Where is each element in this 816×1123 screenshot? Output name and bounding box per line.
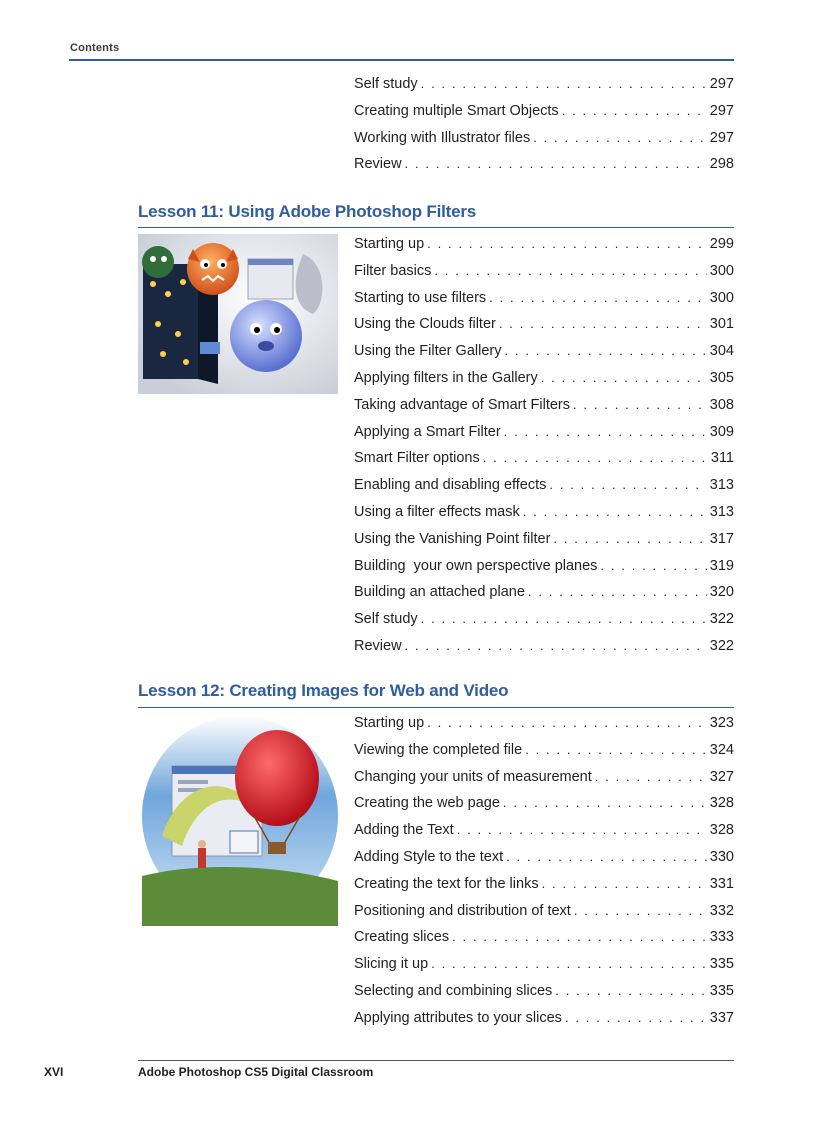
- toc-entry-page: 331: [709, 875, 734, 892]
- toc-entry-title: Using the Clouds filter: [354, 316, 496, 333]
- toc-entry-title: Review: [354, 637, 402, 654]
- footer-page-number: XVI: [44, 1065, 64, 1079]
- dot-leader: [489, 285, 707, 312]
- dot-leader: [483, 445, 708, 472]
- toc-entry[interactable]: [354, 125, 734, 152]
- toc-entry-page: 337: [709, 1009, 734, 1026]
- toc-entry-title: Building an attached plane: [354, 584, 525, 601]
- toc-entry[interactable]: [354, 790, 734, 817]
- toc-entry[interactable]: [354, 285, 734, 312]
- dot-leader: [528, 579, 707, 606]
- dot-leader: [421, 606, 707, 633]
- toc-entry-title: Slicing it up: [354, 956, 429, 973]
- toc-entry-page: 305: [709, 369, 734, 386]
- lesson-11-rule: [138, 227, 734, 228]
- toc-entry[interactable]: [354, 606, 734, 633]
- toc-entry-title: Building your own perspective planes: [354, 557, 598, 574]
- toc-entry-title: Positioning and distribution of text: [354, 902, 571, 919]
- toc-entry-title: Applying a Smart Filter: [354, 423, 501, 440]
- toc-entry-title: Review: [354, 156, 402, 173]
- footer-book-title: Adobe Photoshop CS5 Digital Classroom: [138, 1065, 374, 1079]
- toc-entry-page: 320: [709, 584, 734, 601]
- dot-leader: [600, 553, 706, 580]
- toc-entry-page: 333: [709, 929, 734, 946]
- toc-entry-title: Applying filters in the Gallery: [354, 369, 538, 386]
- toc-entry-page: 335: [709, 982, 734, 999]
- dot-leader: [555, 978, 707, 1005]
- toc-entry-title: Changing your units of measurement: [354, 768, 592, 785]
- toc-entry[interactable]: [354, 764, 734, 791]
- toc-entry[interactable]: [354, 710, 734, 737]
- toc-entry[interactable]: [354, 311, 734, 338]
- dot-leader: [434, 258, 706, 285]
- toc-entry[interactable]: [354, 338, 734, 365]
- toc-entry[interactable]: [354, 1005, 734, 1032]
- toc-entry-page: 297: [709, 129, 734, 146]
- toc-entry-page: 298: [709, 156, 734, 173]
- toc-entry-title: Starting up: [354, 236, 425, 252]
- toc-entry-page: 328: [709, 822, 734, 839]
- toc-entry-page: 332: [709, 902, 734, 919]
- toc-entry-title: Adding the Text: [354, 822, 454, 839]
- dot-leader: [506, 844, 707, 871]
- toc-entry-page: 313: [709, 503, 734, 520]
- toc-entry-page: 300: [709, 289, 734, 306]
- footer-rule: [138, 1060, 734, 1061]
- toc-entry-title: Starting to use filters: [354, 289, 487, 306]
- toc-entry[interactable]: [354, 71, 734, 98]
- toc-entry[interactable]: [354, 737, 734, 764]
- lesson-12-balloon-icon: [142, 716, 338, 926]
- lesson-10-entries: [354, 71, 734, 178]
- toc-entry-page: 317: [709, 530, 734, 547]
- toc-entry-title: Adding Style to the text: [354, 848, 504, 865]
- toc-entry-page: 300: [709, 262, 734, 279]
- dot-leader: [574, 898, 707, 925]
- toc-entry-page: 324: [709, 741, 734, 758]
- toc-entry-page: 323: [709, 715, 734, 731]
- toc-entry-page: 328: [709, 795, 734, 812]
- toc-entry[interactable]: [354, 978, 734, 1005]
- lesson-11-heading[interactable]: Lesson 11: Using Adobe Photoshop Filters: [138, 202, 477, 221]
- dot-leader: [405, 633, 707, 660]
- dot-leader: [565, 1005, 707, 1032]
- toc-entry-title: Taking advantage of Smart Filters: [354, 396, 570, 413]
- toc-entry-title: Selecting and combining slices: [354, 982, 553, 999]
- toc-entry[interactable]: [354, 98, 734, 125]
- toc-entry-title: Filter basics: [354, 262, 432, 279]
- toc-entry[interactable]: [354, 579, 734, 606]
- toc-entry[interactable]: [354, 231, 734, 258]
- dot-leader: [503, 790, 707, 817]
- toc-entry-title: Working with Illustrator files: [354, 129, 531, 146]
- toc-entry[interactable]: [354, 951, 734, 978]
- header-rule: [69, 59, 734, 61]
- toc-entry[interactable]: [354, 844, 734, 871]
- dot-leader: [523, 499, 707, 526]
- dot-leader: [427, 710, 707, 737]
- toc-entry-title: Creating slices: [354, 929, 450, 946]
- toc-entry-page: 308: [709, 396, 734, 413]
- dot-leader: [595, 764, 707, 791]
- toc-entry[interactable]: [354, 499, 734, 526]
- toc-entry[interactable]: [354, 258, 734, 285]
- toc-entry-page: 297: [709, 102, 734, 119]
- toc-entry[interactable]: [354, 445, 734, 472]
- toc-entry-title: Creating the web page: [354, 795, 500, 812]
- dot-leader: [427, 231, 707, 258]
- toc-entry[interactable]: [354, 924, 734, 951]
- toc-entry[interactable]: [354, 633, 734, 660]
- toc-entry[interactable]: [354, 871, 734, 898]
- toc-entry-page: 319: [709, 557, 734, 574]
- toc-entry-title: Self study: [354, 611, 418, 628]
- dot-leader: [553, 526, 706, 553]
- toc-entry-page: 304: [709, 343, 734, 360]
- header-label: Contents: [70, 42, 120, 54]
- toc-entry-title: Creating the text for the links: [354, 875, 539, 892]
- toc-entry-page: 301: [709, 316, 734, 333]
- toc-entry-title: Using the Vanishing Point filter: [354, 530, 551, 547]
- toc-entry[interactable]: [354, 898, 734, 925]
- dot-leader: [405, 151, 707, 178]
- toc-entry-page: 309: [709, 423, 734, 440]
- dot-leader: [573, 392, 707, 419]
- toc-entry-page: 322: [709, 611, 734, 628]
- toc-entry-page: 313: [709, 477, 734, 494]
- lesson-12-heading[interactable]: Lesson 12: Creating Images for Web and Video: [138, 681, 509, 700]
- toc-entry-title: Starting up: [354, 715, 425, 731]
- lesson-11-monsters-icon: [138, 234, 338, 394]
- dot-leader: [533, 125, 707, 152]
- toc-entry-title: Enabling and disabling effects: [354, 477, 547, 494]
- toc-entry[interactable]: [354, 472, 734, 499]
- toc-entry-page: 311: [710, 450, 734, 467]
- toc-entry[interactable]: [354, 553, 734, 580]
- dot-leader: [452, 924, 707, 951]
- toc-entry[interactable]: [354, 365, 734, 392]
- toc-entry-title: Smart Filter options: [354, 450, 480, 467]
- toc-entry[interactable]: [354, 151, 734, 178]
- toc-entry-title: Applying attributes to your slices: [354, 1009, 562, 1026]
- toc-entry[interactable]: [354, 817, 734, 844]
- dot-leader: [541, 365, 707, 392]
- toc-entry-title: Using a filter effects mask: [354, 503, 520, 520]
- toc-entry[interactable]: [354, 526, 734, 553]
- toc-entry-title: Creating multiple Smart Objects: [354, 102, 559, 119]
- toc-entry-page: 322: [709, 637, 734, 654]
- toc-entry-title: Using the Filter Gallery: [354, 343, 502, 360]
- toc-entry-page: 327: [709, 768, 734, 785]
- dot-leader: [504, 419, 707, 446]
- lesson-12-entries: [354, 710, 734, 1032]
- toc-entry[interactable]: [354, 392, 734, 419]
- toc-entry-title: Self study: [354, 76, 418, 92]
- toc-entry-page: 299: [709, 236, 734, 252]
- dot-leader: [421, 71, 707, 98]
- dot-leader: [562, 98, 707, 125]
- dot-leader: [499, 311, 707, 338]
- toc-entry-page: 330: [709, 848, 734, 865]
- dot-leader: [431, 951, 707, 978]
- dot-leader: [525, 737, 707, 764]
- toc-entry-title: Viewing the completed file: [354, 741, 523, 758]
- toc-entry[interactable]: [354, 419, 734, 446]
- dot-leader: [549, 472, 706, 499]
- lesson-11-entries: [354, 231, 734, 660]
- dot-leader: [542, 871, 707, 898]
- toc-entry-page: 297: [709, 76, 734, 92]
- dot-leader: [457, 817, 707, 844]
- lesson-12-rule: [138, 707, 734, 708]
- dot-leader: [504, 338, 706, 365]
- toc-entry-page: 335: [709, 956, 734, 973]
